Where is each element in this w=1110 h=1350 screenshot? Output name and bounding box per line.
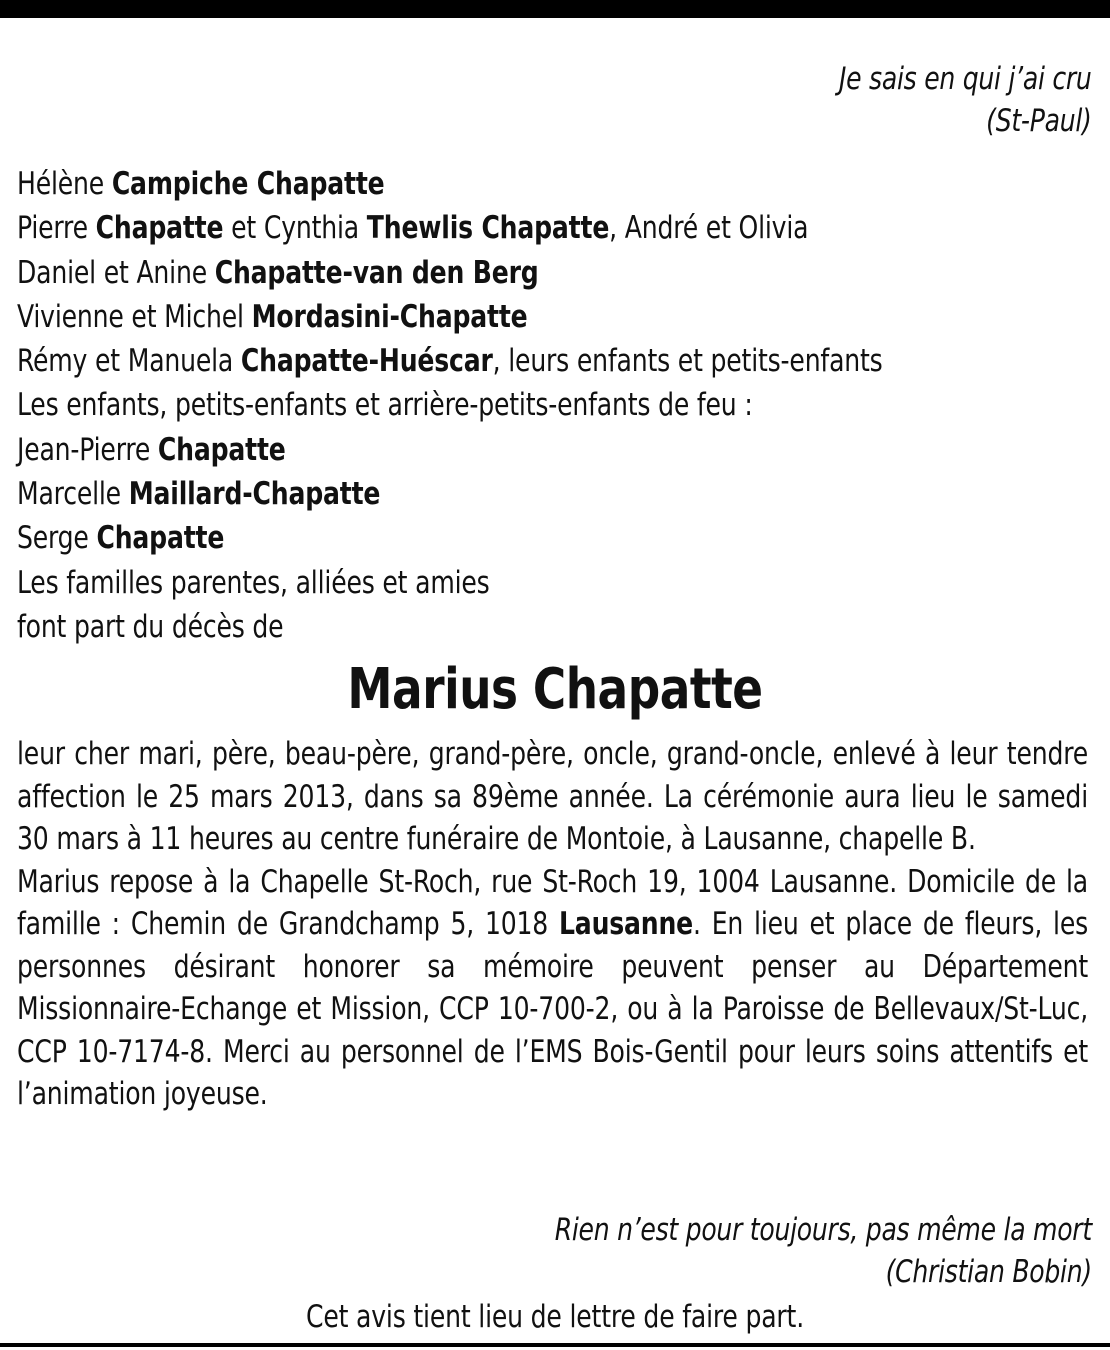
text-segment: Pierre <box>17 210 96 247</box>
closing-notice: Cet avis tient lieu de lettre de faire part. <box>305 1299 805 1335</box>
family-line <box>17 339 1079 383</box>
name-bold: Thewlis Chapatte <box>366 210 610 247</box>
family-line <box>17 428 1079 472</box>
name-bold: Chapatte-van den Berg <box>214 254 539 291</box>
name-bold: Chapatte-Huéscar <box>240 343 493 380</box>
text-segment: Vivienne et Michel <box>17 298 252 335</box>
text-segment: et Cynthia <box>223 210 367 247</box>
text-segment: Serge <box>17 520 97 557</box>
family-line <box>17 516 1079 560</box>
bottom-rule <box>0 1343 1110 1347</box>
body-paragraph <box>17 861 1088 1116</box>
family-line <box>17 472 1079 516</box>
name-bold: Chapatte <box>96 520 225 557</box>
family-line <box>17 251 1079 295</box>
text-segment: , André et Olivia <box>609 210 809 247</box>
deceased-name: Marius Chapatte <box>347 657 763 722</box>
name-bold: Maillard-Chapatte <box>128 476 381 513</box>
family-list <box>17 162 1079 649</box>
epigraph-bottom-text: Rien n’est pour toujours, pas même la mort <box>554 1212 1092 1248</box>
name-bold: Lausanne <box>558 906 694 942</box>
text-segment: . En lieu et place de fleurs, les personnes désirant honorer sa mémoire peuvent penser au Département Missionnaire-Echange et Mission, CCP 10-700-2, ou à la Paroisse de Bellevaux/St-Luc, CCP 10-7174-8. Merci au personnel de l’EMS Bois-Gentil pour leurs soins attentifs et l’animation joyeuse. <box>17 906 1088 1112</box>
text-segment: Marius repose à la Chapelle St-Roch, rue St-Roch 19, 1004 Lausanne. Domicile de la famille : Chemin de Grandchamp 5, 1018 <box>17 863 1088 942</box>
family-line <box>17 605 1079 649</box>
text-segment: , leurs enfants et petits-enfants <box>492 343 883 380</box>
text-segment: leur cher mari, père, beau-père, grand-père, oncle, grand-oncle, enlevé à leur tendre affection le 25 mars 2013, dans sa 89ème année. La cérémonie aura lieu le samedi 30 mars à 11 heures au centre funéraire de Montoie, à Lausanne, chapelle B. <box>17 736 1088 857</box>
family-line <box>17 383 1079 427</box>
epigraph-top <box>839 58 1092 142</box>
obituary-body <box>17 733 1088 1116</box>
name-bold: Chapatte <box>95 210 224 247</box>
text-segment: Les familles parentes, alliées et amies <box>17 564 490 601</box>
family-line <box>17 295 1079 339</box>
body-paragraph <box>17 733 1088 861</box>
family-line <box>17 162 1079 206</box>
text-segment: Jean-Pierre <box>17 431 158 468</box>
name-bold: Mordasini-Chapatte <box>251 298 528 335</box>
text-segment: Daniel et Anine <box>17 254 215 291</box>
epigraph-top-text: Je sais en qui j’ai cru <box>839 61 1092 97</box>
epigraph-bottom-source: (Christian Bobin) <box>885 1254 1092 1290</box>
text-segment: Rémy et Manuela <box>17 343 241 380</box>
text-segment: Hélène <box>17 166 112 202</box>
name-bold: Campiche Chapatte <box>111 166 385 202</box>
text-segment: font part du décès de <box>17 608 284 645</box>
family-line <box>17 561 1079 605</box>
epigraph-bottom <box>555 1209 1092 1293</box>
epigraph-top-source: (St-Paul) <box>986 103 1092 139</box>
text-segment: Marcelle <box>17 476 129 513</box>
family-line <box>17 206 1079 250</box>
top-rule <box>0 0 1110 18</box>
text-segment: Les enfants, petits-enfants et arrière-petits-enfants de feu : <box>17 387 753 424</box>
name-bold: Chapatte <box>157 431 286 468</box>
